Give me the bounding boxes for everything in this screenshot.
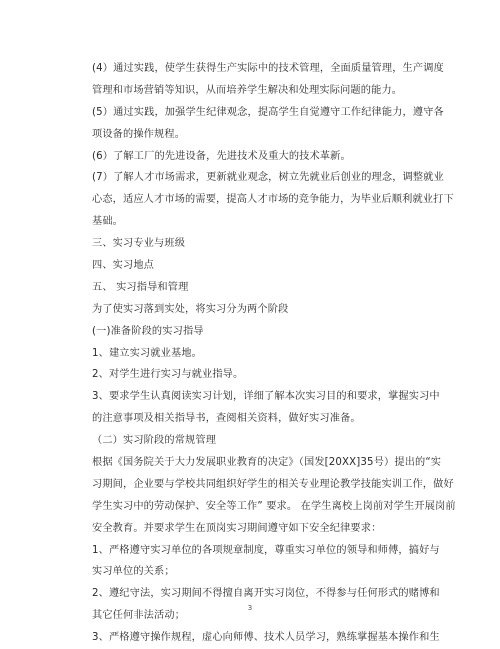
subsection-heading: (一)准备阶段的实习指导: [92, 325, 204, 337]
paragraph-line: 为了使实习落到实处，将实习分为两个阶段: [92, 303, 289, 315]
list-item: 3、要求学生认真阅读实习计划，详细了解本次实习目的和要求，掌握实习中: [92, 391, 440, 403]
document-body: [92, 58, 456, 649]
list-item: 2、遵纪守法，实习期间不得擅自离开实习岗位，不得参与任何形式的赌博和: [92, 588, 440, 600]
paragraph-line: 的注意事项及相关指导书，查阅相关资料，做好实习准备。: [92, 413, 361, 425]
paragraph-line: 实习单位的关系；: [92, 566, 175, 578]
paragraph-line: 基础。: [92, 216, 124, 228]
list-item: 1、严格遵守实习单位的各项规章制度，尊重实习单位的领导和师傅，搞好与: [92, 544, 440, 556]
paragraph-line: 学生实习中的劳动保护、安全等工作” 要求。 在学生离校上岗前对学生开展岗前: [92, 500, 456, 512]
paragraph-line: (5）通过实践，加强学生纪律观念，提高学生自觉遵守工作纪律能力，遵守各: [92, 106, 444, 118]
paragraph-line: 其它任何非法活动；: [92, 610, 186, 622]
paragraph-line: (7）了解人才市场需求，更新就业观念，树立先就业后创业的理念，调整就业: [92, 172, 444, 184]
paragraph-line: 根据《国务院关于大力发展职业教育的决定》（国发[20XX]35号）提出的“实: [92, 457, 442, 469]
paragraph-line: 项设备的操作规程。: [92, 128, 186, 140]
subsection-heading: （二）实习阶段的常规管理: [92, 435, 217, 447]
paragraph-line: (6）了解工厂的先进设备，先进技术及重大的技术革新。: [92, 150, 351, 162]
paragraph-line: (4）通过实践，使学生获得生产实际中的技术管理，全面质量管理，生产调度: [92, 63, 444, 74]
list-item: 2、对学生进行实习与就业指导。: [92, 369, 244, 381]
paragraph-line: 习期间，企业要与学校共同组织好学生的相关专业理论教学技能实训工作，做好: [92, 478, 454, 490]
list-item: 1、建立实习就业基地。: [92, 347, 203, 359]
paragraph-line: 安全教育。并要求学生在顶岗实习期间遵守如下安全纪律要求：: [92, 522, 382, 534]
page-number: 3: [247, 604, 253, 612]
paragraph-line: 心态，适应人才市场的需要，提高人才市场的竞争能力，为毕业后顺利就业打下: [92, 194, 454, 206]
section-heading: 三、实习专业与班级: [92, 238, 186, 250]
paragraph-line: 管理和市场营销等知识，从而培养学生解决和处理实际问题的能力。: [92, 84, 403, 96]
section-heading: 五、 实习指导和管理: [92, 281, 189, 293]
section-heading: 四、实习地点: [92, 260, 155, 272]
list-item: 3、严格遵守操作规程，虚心向师傅、技术人员学习，熟练掌握基本操作和生: [92, 632, 440, 644]
